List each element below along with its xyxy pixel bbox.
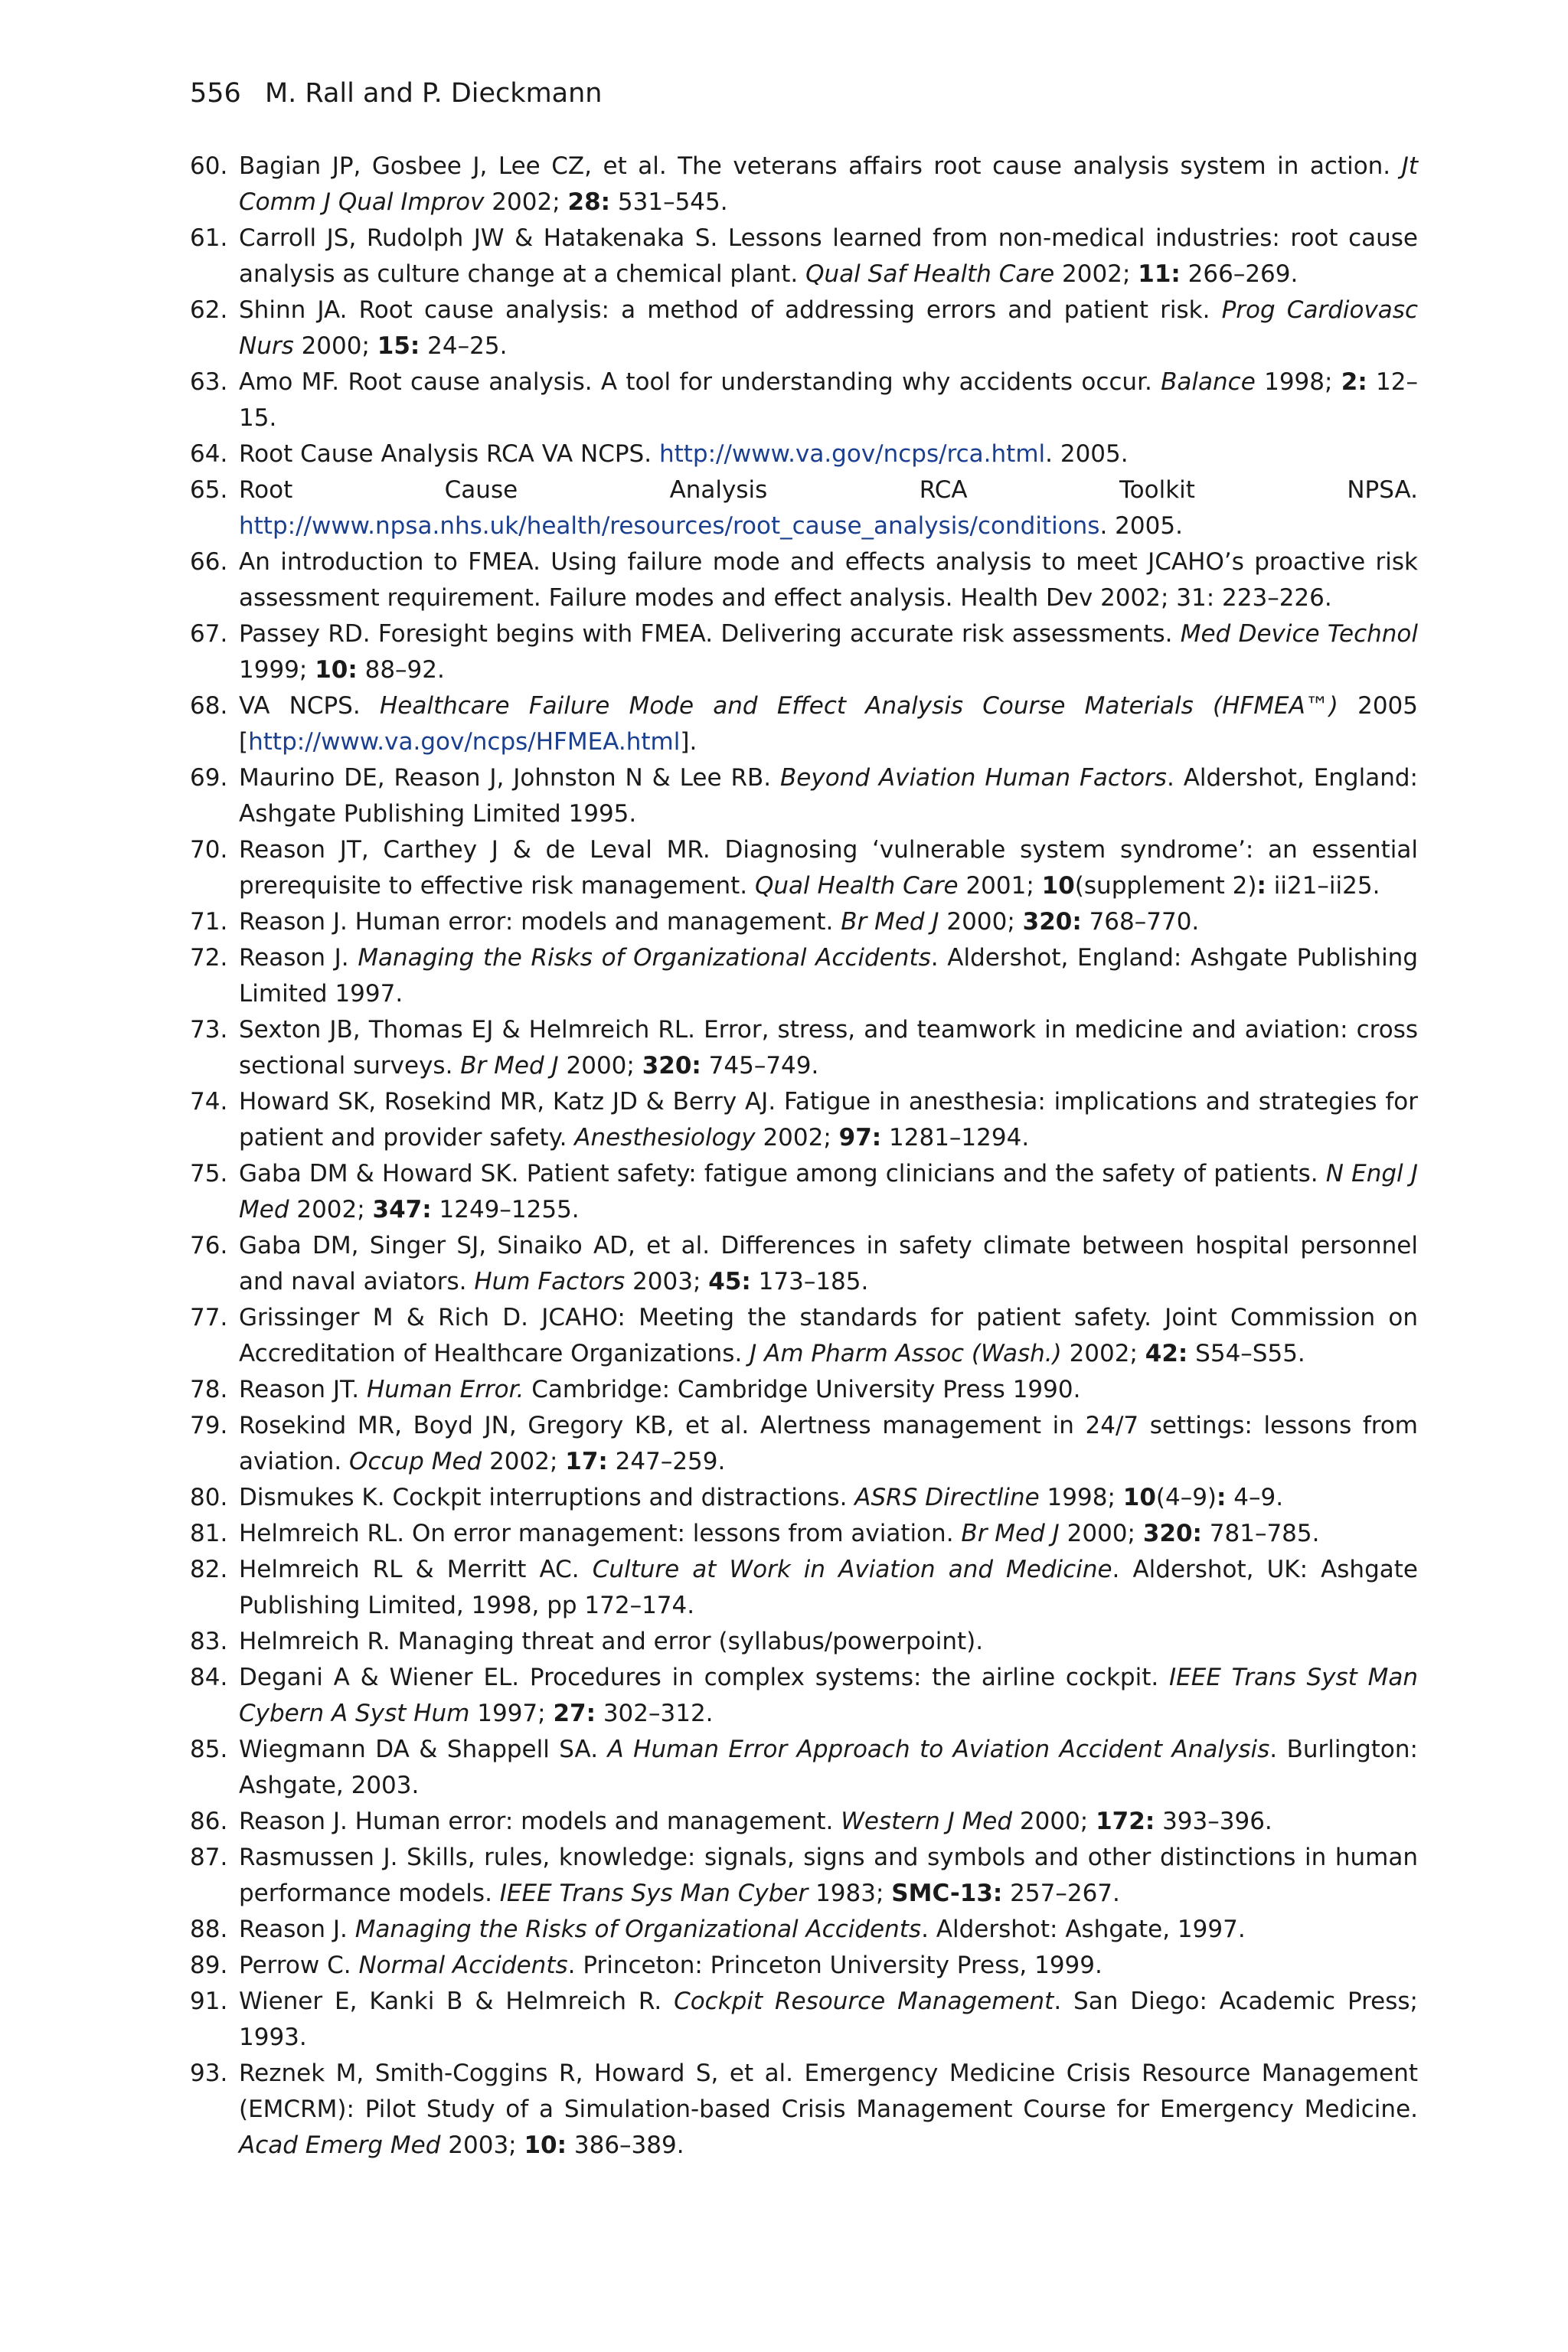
volume-number: 320: [1142,1520,1202,1547]
reference-text [239,1376,1080,1403]
reference-item [190,220,1418,292]
reference-segment: Rosekind MR, Boyd JN, Gregory KB, et al. Alertness management in 24/7 settings: lessons from aviation. [239,1412,1418,1475]
reference-segment: Helmreich R. Managing threat and error (syllabus/powerpoint). [239,1628,984,1655]
reference-segment: 2003; [440,2132,524,2159]
reference-segment: 2000; [1012,1808,1096,1835]
reference-text [239,1520,1319,1547]
reference-segment: 247–259. [607,1448,726,1475]
reference-number: 85. [190,1736,228,1763]
journal-title: Qual Saf Health Care [805,260,1055,288]
reference-item [190,364,1418,436]
reference-segment: Rasmussen J. Skills, rules, knowledge: signals, signs and symbols and other distinctions in human performance models. [239,1844,1418,1907]
volume-number: 27: [553,1700,596,1727]
reference-number: 64. [190,440,228,468]
reference-item [190,616,1418,688]
reference-segment: 1249–1255. [431,1196,580,1223]
reference-text [239,1232,1418,1295]
reference-item [190,1300,1418,1372]
reference-number: 72. [190,944,228,972]
reference-item [190,2056,1418,2164]
reference-item [190,760,1418,832]
reference-segment: (supplement 2) [1074,872,1257,900]
reference-segment: 4–9. [1226,1484,1284,1511]
reference-segment: S54–S55. [1187,1340,1305,1367]
reference-text [239,476,1418,540]
journal-title: IEEE Trans Syst Man Cybern A Syst Hum [239,1664,1418,1727]
reference-segment: 2002; [1061,1340,1145,1367]
volume-number: SMC-13: [891,1880,1003,1907]
reference-segment: Reason J. [239,1916,355,1943]
reference-segment: Root Cause Analysis RCA Toolkit NPSA. [239,476,1418,504]
journal-title: Anesthesiology [574,1124,756,1152]
reference-text [239,440,1129,468]
reference-segment: 2000; [293,332,377,360]
journal-title: ASRS Directline [854,1484,1040,1511]
reference-number: 78. [190,1376,228,1403]
reference-text [239,1556,1418,1619]
reference-item [190,292,1418,364]
journal-title: Br Med J [460,1052,559,1080]
reference-item [190,940,1418,1012]
volume-number: 17: [565,1448,608,1475]
reference-segment: 257–267. [1002,1880,1120,1907]
journal-title: Qual Health Care [754,872,959,900]
reference-item [190,1948,1418,1984]
reference-number: 65. [190,476,228,504]
reference-text [239,296,1418,360]
reference-segment: Maurino DE, Reason J, Johnston N & Lee RB. [239,764,781,792]
reference-link[interactable]: http://www.va.gov/ncps/HFMEA.html [248,728,681,756]
volume-number: 10: [315,656,358,684]
reference-text [239,620,1418,684]
journal-title: Prog Cardiovasc Nurs [239,296,1418,360]
reference-item [190,1840,1418,1912]
reference-segment: . Aldershot: Ashgate, 1997. [921,1916,1246,1943]
reference-segment: 1998; [1255,368,1341,396]
reference-segment: Degani A & Wiener EL. Procedures in complex systems: the airline cockpit. [239,1664,1169,1691]
reference-item [190,1372,1418,1408]
reference-number: 63. [190,368,228,396]
reference-number: 91. [190,1988,228,2015]
reference-segment: 768–770. [1081,908,1200,936]
reference-link[interactable]: http://www.npsa.nhs.uk/health/resources/root_cause_analysis/conditions [239,512,1100,540]
reference-segment: 2002; [482,1448,566,1475]
reference-segment: 88–92. [357,656,445,684]
volume-number: 11: [1138,260,1181,288]
reference-item [190,1984,1418,2056]
reference-segment: Passey RD. Foresight begins with FMEA. Delivering accurate risk assessments. [239,620,1181,648]
reference-item [190,1228,1418,1300]
reference-segment: Helmreich RL. On error management: lessons from aviation. [239,1520,962,1547]
reference-number: 79. [190,1412,228,1439]
reference-segment: 12–15. [239,368,1418,432]
reference-number: 75. [190,1160,228,1187]
reference-number: 74. [190,1088,228,1116]
reference-text [239,368,1418,432]
reference-text [239,764,1418,828]
reference-segment: Reason JT. [239,1376,367,1403]
reference-item [190,1660,1418,1732]
reference-segment: 2002; [1054,260,1138,288]
volume-number: 15: [377,332,420,360]
reference-segment: 2002; [289,1196,373,1223]
journal-title: A Human Error Approach to Aviation Accident Analysis [607,1736,1270,1763]
reference-segment: Sexton JB, Thomas EJ & Helmreich RL. Error, stress, and teamwork in medicine and aviation: cross sectional surveys. [239,1016,1418,1080]
journal-title: N Engl J Med [239,1160,1418,1223]
reference-text [239,944,1418,1008]
reference-item [190,1516,1418,1552]
running-header [190,74,602,113]
reference-segment: . Princeton: Princeton University Press, 1999. [567,1952,1102,1979]
reference-segment: 2001; [958,872,1042,900]
reference-number: 82. [190,1556,228,1583]
reference-segment: Carroll JS, Rudolph JW & Hatakenaka S. Lessons learned from non-medical industries: root cause analysis as culture change at a chemical plant. [239,224,1418,288]
reference-number: 84. [190,1664,228,1691]
reference-segment: 745–749. [701,1052,819,1080]
reference-item [190,149,1418,220]
volume-number: 347: [372,1196,432,1223]
reference-number: 67. [190,620,228,648]
volume-number: 45: [708,1268,751,1295]
reference-item [190,688,1418,760]
reference-text [239,2060,1418,2159]
reference-text [239,1664,1418,1727]
reference-text [239,1484,1283,1511]
reference-segment: Howard SK, Rosekind MR, Katz JD & Berry AJ. Fatigue in anesthesia: implications and strategies for patient and provider safety. [239,1088,1418,1152]
journal-title: IEEE Trans Sys Man Cyber [499,1880,808,1907]
reference-item [190,1480,1418,1516]
reference-segment: Root Cause Analysis RCA VA NCPS. [239,440,659,468]
reference-text [239,224,1418,288]
reference-segment: Wiegmann DA & Shappell SA. [239,1736,608,1763]
reference-text [239,1628,983,1655]
reference-segment: 2000; [558,1052,642,1080]
running-header-authors: M. Rall and P. Dieckmann [264,78,603,109]
reference-segment: VA NCPS. [239,692,380,720]
reference-number: 76. [190,1232,228,1259]
journal-title: Beyond Aviation Human Factors [780,764,1167,792]
reference-segment: Reznek M, Smith-Coggins R, Howard S, et al. Emergency Medicine Crisis Resource Management (EMCRM): Pilot Study of a Simulation-based Crisis Management Course for Emergency Medicine. [239,2060,1418,2123]
reference-segment: 266–269. [1180,260,1298,288]
reference-segment: . Aldershot, UK: Ashgate Publishing Limited, 1998, pp 172–174. [239,1556,1418,1619]
reference-segment: 2002; [755,1124,839,1152]
reference-text [239,1088,1418,1152]
reference-item [190,472,1418,544]
reference-segment: Bagian JP, Gosbee J, Lee CZ, et al. The veterans affairs root cause analysis system in action. [239,152,1402,180]
journal-title: Healthcare Failure Mode and Effect Analysis Course Materials (HFMEA™) [379,692,1338,720]
journal-title: Hum Factors [474,1268,626,1295]
reference-text [239,1304,1418,1367]
volume-number: : [1217,1484,1227,1511]
reference-item [190,832,1418,904]
reference-text [239,692,1418,756]
reference-segment: . Burlington: Ashgate, 2003. [239,1736,1418,1799]
reference-text [239,1844,1418,1907]
volume-number: 10: [524,2132,567,2159]
reference-segment: Wiener E, Kanki B & Helmreich R. [239,1988,675,2015]
reference-text [239,1916,1246,1943]
reference-segment: ]. [680,728,697,756]
reference-segment: . Aldershot, England: Ashgate Publishing Limited 1997. [239,944,1419,1008]
reference-segment: Grissinger M & Rich D. JCAHO: Meeting the standards for patient safety. Joint Commission on Accreditation of Healthcare Organizations. [239,1304,1418,1367]
reference-segment: Perrow C. [239,1952,359,1979]
reference-number: 69. [190,764,228,792]
reference-segment: Cambridge: Cambridge University Press 1990. [524,1376,1081,1403]
journal-title: Managing the Risks of Organizational Accidents [354,1916,922,1943]
reference-segment: 2002; [484,188,568,216]
reference-item [190,544,1418,616]
page-number: 556 [190,78,241,109]
reference-item [190,1624,1418,1660]
reference-number: 77. [190,1304,228,1331]
reference-text [239,1160,1418,1223]
reference-number: 66. [190,548,228,576]
reference-segment: Gaba DM, Singer SJ, Sinaiko AD, et al. Differences in safety climate between hospital personnel and naval aviators. [239,1232,1418,1295]
journal-title: Managing the Risks of Organizational Accidents [358,944,931,972]
volume-number: 320: [642,1052,701,1080]
reference-number: 62. [190,296,228,324]
reference-number: 70. [190,836,228,864]
journal-title: Balance [1161,368,1256,396]
reference-number: 86. [190,1808,228,1835]
reference-segment: 1998; [1039,1484,1123,1511]
reference-number: 83. [190,1628,228,1655]
journal-title: Occup Med [349,1448,482,1475]
reference-segment: . Aldershot, England: Ashgate Publishing Limited 1995. [239,764,1418,828]
reference-text [239,1412,1418,1475]
journal-title: Western J Med [841,1808,1013,1835]
reference-segment: 1997; [469,1700,554,1727]
reference-item [190,1408,1418,1480]
reference-segment: ii21–ii25. [1266,872,1380,900]
reference-item [190,1912,1418,1948]
reference-segment: Shinn JA. Root cause analysis: a method of addressing errors and patient risk. [239,296,1222,324]
journal-title: Cockpit Resource Management [674,1988,1054,2015]
journal-title: Br Med J [961,1520,1060,1547]
reference-segment: 2000; [1059,1520,1143,1547]
reference-text [239,1952,1102,1979]
journal-title: Jt Comm J Qual Improv [239,152,1418,216]
reference-segment: An introduction to FMEA. Using failure mode and effects analysis to meet JCAHO’s proactive risk assessment requirement. Failure modes and effect analysis. Health Dev 2002; 31: 223–226. [239,548,1418,612]
reference-segment: 2003; [625,1268,709,1295]
reference-segment: 173–185. [750,1268,869,1295]
reference-segment: Reason J. [239,944,358,972]
reference-segment: (4–9) [1155,1484,1217,1511]
reference-number: 60. [190,152,228,180]
reference-segment: Reason J. Human error: models and management. [239,908,841,936]
reference-number: 61. [190,224,228,252]
reference-segment: Reason JT, Carthey J & de Leval MR. Diagnosing ‘vulnerable system syndrome’: an essential prerequisite to effective risk management. [239,836,1418,900]
reference-segment: . 2005. [1045,440,1129,468]
reference-segment: Gaba DM & Howard SK. Patient safety: fatigue among clinicians and the safety of patients. [239,1160,1326,1187]
reference-item [190,904,1418,940]
volume-number: 10 [1041,872,1075,900]
reference-number: 89. [190,1952,228,1979]
reference-segment: 302–312. [595,1700,714,1727]
volume-number: 2: [1341,368,1367,396]
reference-item [190,1084,1418,1156]
reference-link[interactable]: http://www.va.gov/ncps/rca.html [658,440,1046,468]
volume-number: : [1256,872,1266,900]
reference-segment: Helmreich RL & Merritt AC. [239,1556,593,1583]
reference-segment: 781–785. [1201,1520,1320,1547]
reference-segment: 393–396. [1155,1808,1272,1835]
journal-title: Br Med J [841,908,939,936]
reference-number: 87. [190,1844,228,1871]
journal-title: Normal Accidents [358,1952,568,1979]
reference-segment: . San Diego: Academic Press; 1993. [239,1988,1418,2051]
reference-segment: 24–25. [420,332,508,360]
volume-number: 320: [1022,908,1082,936]
reference-segment: 531–545. [610,188,728,216]
reference-item [190,1552,1418,1624]
reference-item [190,1732,1418,1804]
reference-segment: Amo MF. Root cause analysis. A tool for understanding why accidents occur. [239,368,1161,396]
reference-segment: 1281–1294. [881,1124,1030,1152]
journal-title: J Am Pharm Assoc (Wash.) [750,1340,1062,1367]
reference-item [190,1156,1418,1228]
journal-title: Acad Emerg Med [239,2132,441,2159]
reference-segment: 2005 [ [239,692,1418,756]
reference-list [190,149,1418,2164]
reference-item [190,1012,1418,1084]
reference-number: 93. [190,2060,228,2087]
reference-number: 68. [190,692,228,720]
journal-title: Human Error. [366,1376,524,1403]
reference-text [239,1016,1418,1080]
volume-number: 42: [1145,1340,1188,1367]
reference-text [239,908,1199,936]
reference-segment: 1999; [239,656,315,684]
reference-number: 88. [190,1916,228,1943]
reference-number: 73. [190,1016,228,1044]
reference-segment: 386–389. [567,2132,684,2159]
volume-number: 97: [838,1124,882,1152]
journal-title: Culture at Work in Aviation and Medicine [592,1556,1112,1583]
volume-number: 28: [567,188,611,216]
reference-number: 81. [190,1520,228,1547]
reference-item [190,436,1418,472]
reference-text [239,1808,1272,1835]
reference-text [239,1736,1418,1799]
reference-number: 80. [190,1484,228,1511]
reference-segment: Dismukes K. Cockpit interruptions and distractions. [239,1484,855,1511]
volume-number: 10 [1122,1484,1156,1511]
reference-text [239,836,1418,900]
reference-text [239,1988,1418,2051]
reference-segment: 1983; [808,1880,892,1907]
journal-title: Med Device Technol [1180,620,1418,648]
reference-item [190,1804,1418,1840]
reference-segment: Reason J. Human error: models and management. [239,1808,841,1835]
reference-segment: . 2005. [1099,512,1183,540]
reference-text [239,548,1418,612]
reference-segment: 2000; [939,908,1023,936]
reference-number: 71. [190,908,228,936]
reference-text [239,152,1418,216]
volume-number: 172: [1096,1808,1155,1835]
